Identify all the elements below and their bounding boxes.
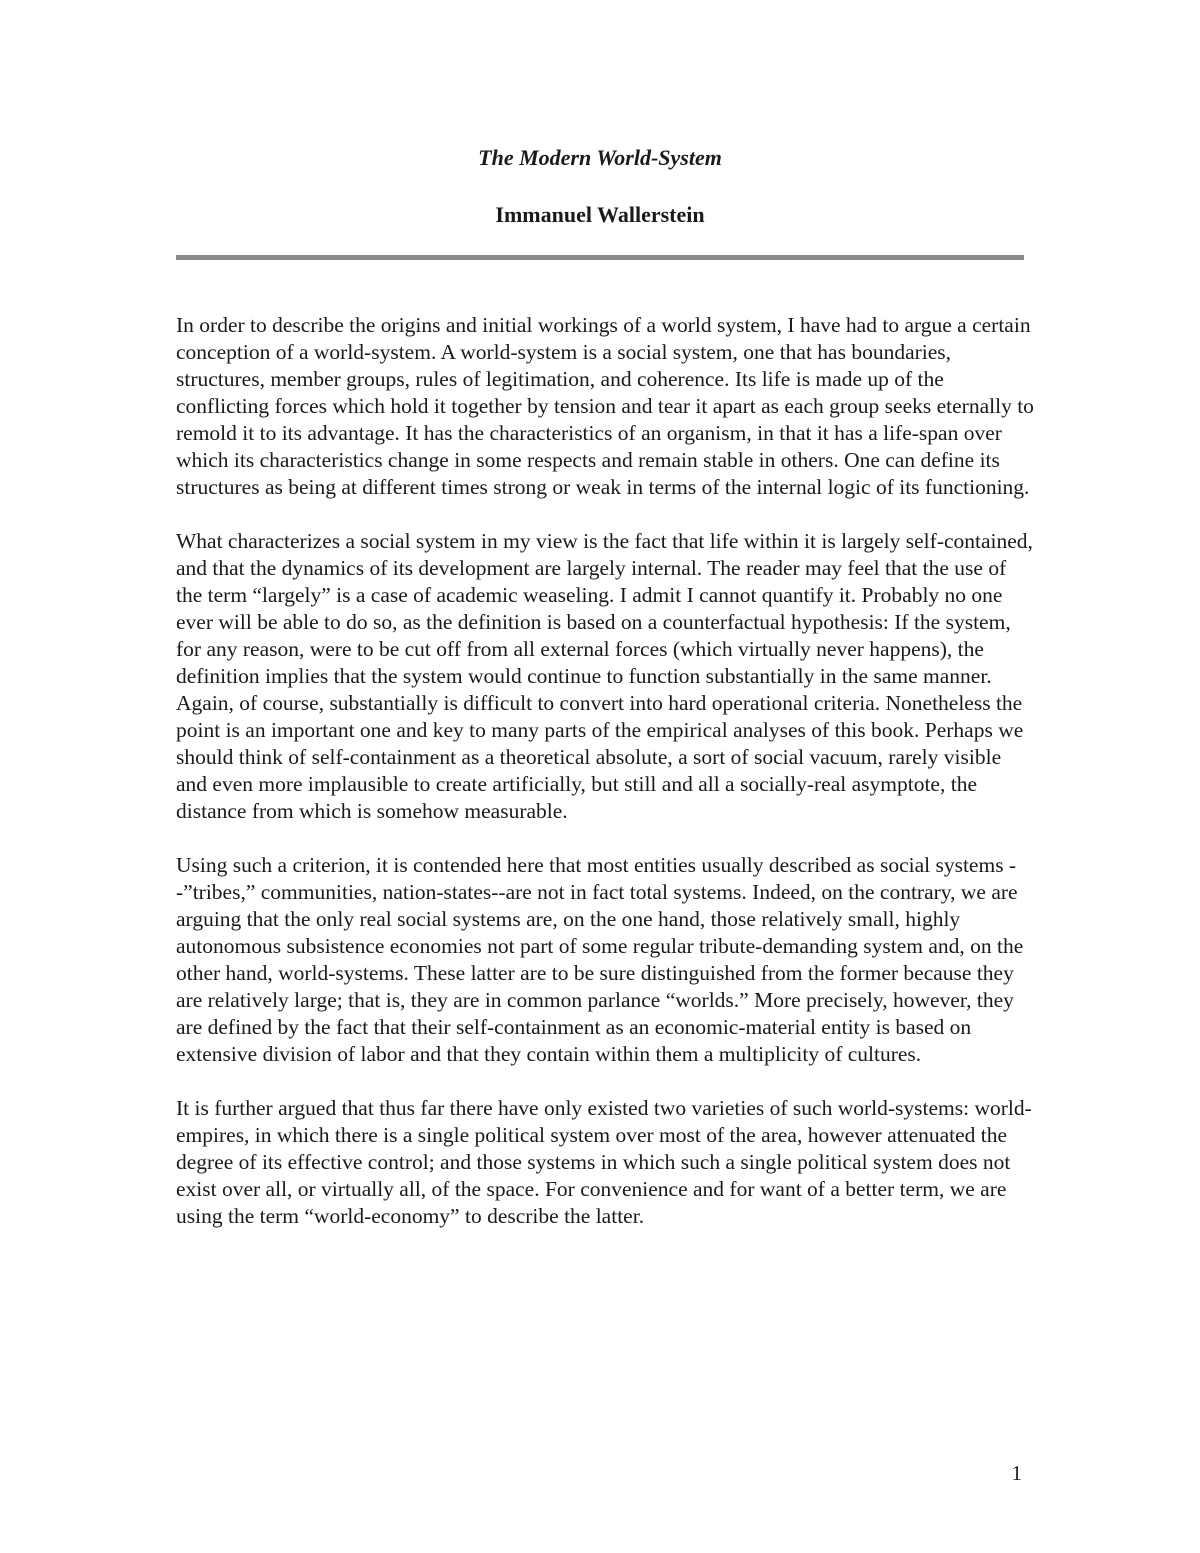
page-number: 1	[1011, 1461, 1022, 1485]
body-paragraph-3: Using such a criterion, it is contended here that most entities usually described as social systems --”tribes,” communities, nation-states--are not in fact total systems. Indeed, on the contrary, we are arguing that the only real social systems are, on the one hand, those relatively small, highly autonomous subsistence economies not part of some regular tribute-demanding system and, on the other hand, world-systems. These latter are to be sure distinguished from the former because they are relatively large; that is, they are in common parlance “worlds.” More precisely, however, they are defined by the fact that their self-containment as an economic-material entity is based on extensive division of labor and that they contain within them a multiplicity of cultures.	[176, 853, 1024, 1066]
body-paragraph-1: In order to describe the origins and initial workings of a world system, I have had to argue a certain conception of a world-system. A world-system is a social system, one that has boundaries, structures, member groups, rules of legitimation, and coherence. Its life is made up of the conflicting forces which hold it together by tension and tear it apart as each group seeks eternally to remold it to its advantage. It has the characteristics of an organism, in that it has a life-span over which its characteristics change in some respects and remain stable in others. One can define its structures as being at different times strong or weak in terms of the internal logic of its functioning.	[176, 313, 1034, 499]
document-title: The Modern World-System	[478, 145, 722, 170]
body-paragraph-4: It is further argued that thus far there have only existed two varieties of such world-systems: world-empires, in which there is a single political system over most of the area, however attenuated the degree of its effective control; and those systems in which such a single political system does not exist over all, or virtually all, of the space. For convenience and for want of a better term, we are using the term “world-economy” to describe the latter.	[176, 1096, 1032, 1228]
document-author: Immanuel Wallerstein	[495, 202, 705, 227]
document-body	[176, 312, 1036, 1257]
title-divider	[176, 255, 1024, 260]
body-paragraph-2: What characterizes a social system in my view is the fact that life within it is largely self-contained, and that the dynamics of its development are largely internal. The reader may feel that the use of the term “largely” is a case of academic weaseling. I admit I cannot quantify it. Probably no one ever will be able to do so, as the definition is based on a counterfactual hypothesis: If the system, for any reason, were to be cut off from all external forces (which virtually never happens), the definition implies that the system would continue to function substantially in the same manner. Again, of course, substantially is difficult to convert into hard operational criteria. Nonetheless the point is an important one and key to many parts of the empirical analyses of this book. Perhaps we should think of self-containment as a theoretical absolute, a sort of social vacuum, rarely visible and even more implausible to create artificially, but still and all a socially-real asymptote, the distance from which is somehow measurable.	[176, 529, 1033, 823]
